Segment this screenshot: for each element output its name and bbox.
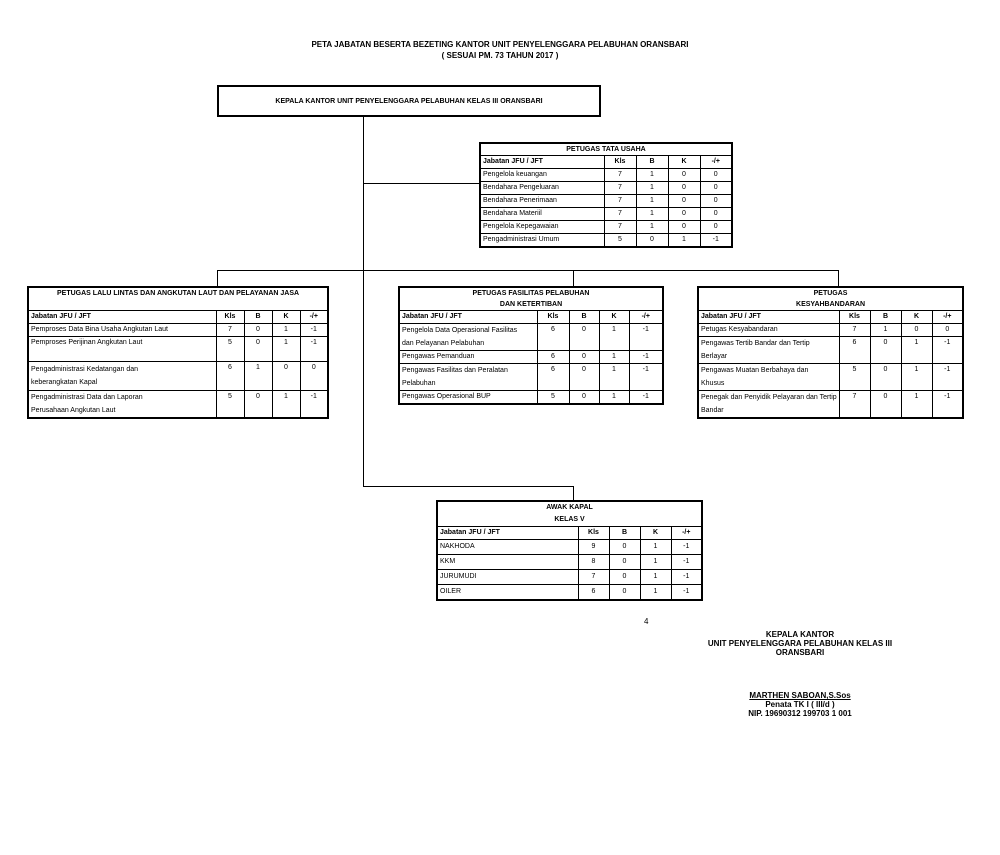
row-kls: 7 [839,391,870,419]
row-name: Pengadministrasi Umum [480,234,604,248]
connector-horizontal-bus [217,270,839,271]
head-office-box [217,85,601,117]
row-kls: 6 [216,362,244,391]
row-name: Pengawas Fasilitas dan Peralatan Pelabuhan [399,364,537,391]
signatory-name: MARTHEN SABOAN,S.Sos [749,691,851,700]
row-k: 1 [599,324,629,351]
row-k: 0 [668,195,700,208]
row-name: Bendahara Pengeluaran [480,182,604,195]
connector-main-vertical [363,117,364,486]
col-kls: Kls [537,311,569,324]
row-diff: -1 [932,337,963,364]
row-name: Pemproses Data Bina Usaha Angkutan Laut [28,324,216,337]
row-name: NAKHODA [437,540,578,555]
row-name: Pengadministrasi Data dan Laporan Perusahaan Angkutan Laut [28,391,216,419]
row-b: 1 [636,221,668,234]
signature-title-line3: ORANSBARI [775,648,825,657]
row-diff: -1 [629,391,663,405]
row-b: 0 [244,391,272,419]
row-name: Pengawas Operasional BUP [399,391,537,405]
kesyahbandaran-table [697,286,964,419]
table-row [28,391,328,419]
col-kls: Kls [216,311,244,324]
row-b: 0 [244,324,272,337]
row-b: 1 [636,169,668,182]
page-number: 4 [644,617,649,626]
table-header-row [399,311,663,324]
table-row [698,391,963,419]
awak-kapal-title-line2: KELAS V [554,516,585,523]
connector-awak-kapal-drop [573,486,574,500]
row-diff: 0 [700,169,732,182]
row-diff: 0 [300,362,328,391]
row-b: 0 [870,364,901,391]
row-diff: -1 [700,234,732,248]
row-name: KKM [437,555,578,570]
kesyahbandaran-title [698,287,963,311]
row-diff: -1 [300,337,328,362]
row-kls: 7 [839,324,870,337]
row-name: Pengelola keuangan [480,169,604,182]
row-kls: 6 [537,351,569,364]
table-row [480,234,732,248]
signature-block [680,630,920,718]
row-kls: 5 [537,391,569,405]
row-diff: -1 [300,391,328,419]
row-name: Pengelola Data Operasional Fasilitas dan Pelayanan Pelabuhan [399,324,537,351]
row-kls: 7 [578,570,609,585]
row-diff: -1 [629,364,663,391]
col-kls: Kls [604,156,636,169]
signature-space [680,657,920,691]
row-name: Pemproses Perijinan Angkutan Laut [28,337,216,362]
row-kls: 6 [578,585,609,601]
row-k: 0 [668,208,700,221]
row-k: 1 [640,555,671,570]
row-b: 0 [569,324,599,351]
table-row [437,570,702,585]
table-row [698,337,963,364]
row-k: 1 [901,391,932,419]
row-kls: 6 [537,324,569,351]
row-b: 0 [636,234,668,248]
signature-title-line2: UNIT PENYELENGGARA PELABUHAN KELAS III [707,639,893,648]
table-row [399,391,663,405]
connector-lalu-lintas [217,270,218,286]
awak-kapal-table [436,500,703,601]
row-diff: 0 [700,208,732,221]
row-kls: 5 [216,391,244,419]
row-k: 0 [668,221,700,234]
col-jabatan: Jabatan JFU / JFT [399,311,537,324]
col-diff: -/+ [932,311,963,324]
row-name: Pengawas Muatan Berbahaya dan Khusus [698,364,839,391]
table-row [399,364,663,391]
col-kls: Kls [839,311,870,324]
row-diff: -1 [300,324,328,337]
row-k: 1 [640,540,671,555]
row-diff: -1 [671,540,702,555]
table-row [480,221,732,234]
table-row [698,364,963,391]
head-office-label: KEPALA KANTOR UNIT PENYELENGGARA PELABUHAN KELAS III ORANSBARI [275,97,543,105]
kesyahbandaran-title-line1: PETUGAS [813,290,848,297]
row-kls: 8 [578,555,609,570]
col-jabatan: Jabatan JFU / JFT [698,311,839,324]
row-kls: 7 [604,195,636,208]
awak-kapal-title [437,501,702,527]
table-row [480,208,732,221]
row-b: 0 [244,337,272,362]
table-caption [399,287,663,311]
row-b: 0 [569,351,599,364]
row-name: Pengelola Kepegawaian [480,221,604,234]
row-kls: 7 [604,169,636,182]
row-b: 1 [244,362,272,391]
row-kls: 5 [216,337,244,362]
row-b: 0 [870,337,901,364]
col-b: B [609,527,640,540]
row-name: Penegak dan Penyidik Pelayaran dan Tertip Bandar [698,391,839,419]
row-kls: 9 [578,540,609,555]
col-b: B [244,311,272,324]
row-k: 1 [599,364,629,391]
fasilitas-table [398,286,664,405]
row-b: 1 [636,182,668,195]
table-header-row [437,527,702,540]
connector-tata-usaha [363,183,479,184]
col-k: K [640,527,671,540]
row-b: 1 [636,208,668,221]
kesyahbandaran-title-line2: KESYAHBANDARAN [796,301,866,308]
row-b: 1 [636,195,668,208]
signatory-nip: NIP. 19690312 199703 1 001 [748,709,852,718]
row-b: 0 [569,364,599,391]
table-header-row [480,156,732,169]
col-k: K [901,311,932,324]
row-diff: -1 [629,351,663,364]
table-row [480,195,732,208]
tata-usaha-table [479,142,733,248]
col-b: B [636,156,668,169]
row-b: 0 [609,540,640,555]
row-b: 1 [870,324,901,337]
table-row [28,324,328,337]
connector-kesyahbandaran [838,270,839,286]
fasilitas-title-line1: PETUGAS FASILITAS PELABUHAN [472,290,590,297]
document-subtitle: ( SESUAI PM. 73 TAHUN 2017 ) [441,51,559,60]
row-diff: -1 [932,391,963,419]
table-header-row [28,311,328,324]
row-k: 0 [901,324,932,337]
row-kls: 7 [216,324,244,337]
tata-usaha-title: PETUGAS TATA USAHA [480,143,732,156]
row-diff: 0 [932,324,963,337]
row-k: 1 [668,234,700,248]
fasilitas-title-line2: DAN KETERTIBAN [499,301,563,308]
row-name: JURUMUDI [437,570,578,585]
row-name: Bendahara Materiil [480,208,604,221]
row-k: 1 [272,337,300,362]
table-row [28,337,328,362]
row-k: 1 [599,351,629,364]
row-name: Bendahara Penerimaan [480,195,604,208]
row-diff: -1 [629,324,663,351]
row-diff: 0 [700,195,732,208]
connector-awak-kapal [363,486,573,487]
table-row [437,555,702,570]
col-jabatan: Jabatan JFU / JFT [437,527,578,540]
row-k: 1 [272,391,300,419]
row-k: 1 [599,391,629,405]
row-k: 1 [640,570,671,585]
col-k: K [272,311,300,324]
col-k: K [668,156,700,169]
row-diff: -1 [671,585,702,601]
row-k: 1 [901,364,932,391]
row-kls: 7 [604,221,636,234]
table-row [28,362,328,391]
row-kls: 6 [537,364,569,391]
row-kls: 6 [839,337,870,364]
row-b: 0 [609,570,640,585]
row-diff: -1 [671,555,702,570]
col-b: B [569,311,599,324]
table-row [480,169,732,182]
table-row [480,182,732,195]
table-caption [28,287,328,311]
row-diff: 0 [700,182,732,195]
row-b: 0 [609,555,640,570]
row-kls: 5 [604,234,636,248]
signature-title-line1: KEPALA KANTOR [765,630,835,639]
row-k: 0 [668,182,700,195]
table-row [437,540,702,555]
row-name: Pengawas Pemanduan [399,351,537,364]
row-diff: 0 [700,221,732,234]
row-b: 0 [569,391,599,405]
row-kls: 7 [604,208,636,221]
row-k: 1 [901,337,932,364]
row-k: 0 [668,169,700,182]
lalu-lintas-table [27,286,329,419]
table-row [437,585,702,601]
table-caption [480,143,732,156]
row-name: Petugas Kesyabandaran [698,324,839,337]
row-kls: 7 [604,182,636,195]
col-jabatan: Jabatan JFU / JFT [28,311,216,324]
signatory-rank: Penata TK I ( III/d ) [765,700,835,709]
lalu-lintas-title: PETUGAS LALU LINTAS DAN ANGKUTAN LAUT DAN PELAYANAN JASA [28,287,328,311]
row-b: 0 [609,585,640,601]
table-caption [437,501,702,527]
col-jabatan: Jabatan JFU / JFT [480,156,604,169]
col-kls: Kls [578,527,609,540]
row-b: 0 [870,391,901,419]
col-diff: -/+ [300,311,328,324]
col-diff: -/+ [700,156,732,169]
row-diff: -1 [932,364,963,391]
row-name: OILER [437,585,578,601]
col-diff: -/+ [629,311,663,324]
table-caption [698,287,963,311]
row-name: Pengadministrasi Kedatangan dan keberangkatan Kapal [28,362,216,391]
row-k: 1 [272,324,300,337]
col-k: K [599,311,629,324]
document-title: PETA JABATAN BESERTA BEZETING KANTOR UNIT PENYELENGGARA PELABUHAN ORANSBARI [311,40,689,49]
row-k: 1 [640,585,671,601]
row-k: 0 [272,362,300,391]
col-diff: -/+ [671,527,702,540]
row-diff: -1 [671,570,702,585]
row-kls: 5 [839,364,870,391]
table-header-row [698,311,963,324]
awak-kapal-title-line1: AWAK KAPAL [546,504,593,511]
fasilitas-title [399,287,663,311]
col-b: B [870,311,901,324]
table-row [399,351,663,364]
connector-fasilitas [573,270,574,286]
table-row [698,324,963,337]
table-row [399,324,663,351]
row-name: Pengawas Tertib Bandar dan Tertip Berlayar [698,337,839,364]
